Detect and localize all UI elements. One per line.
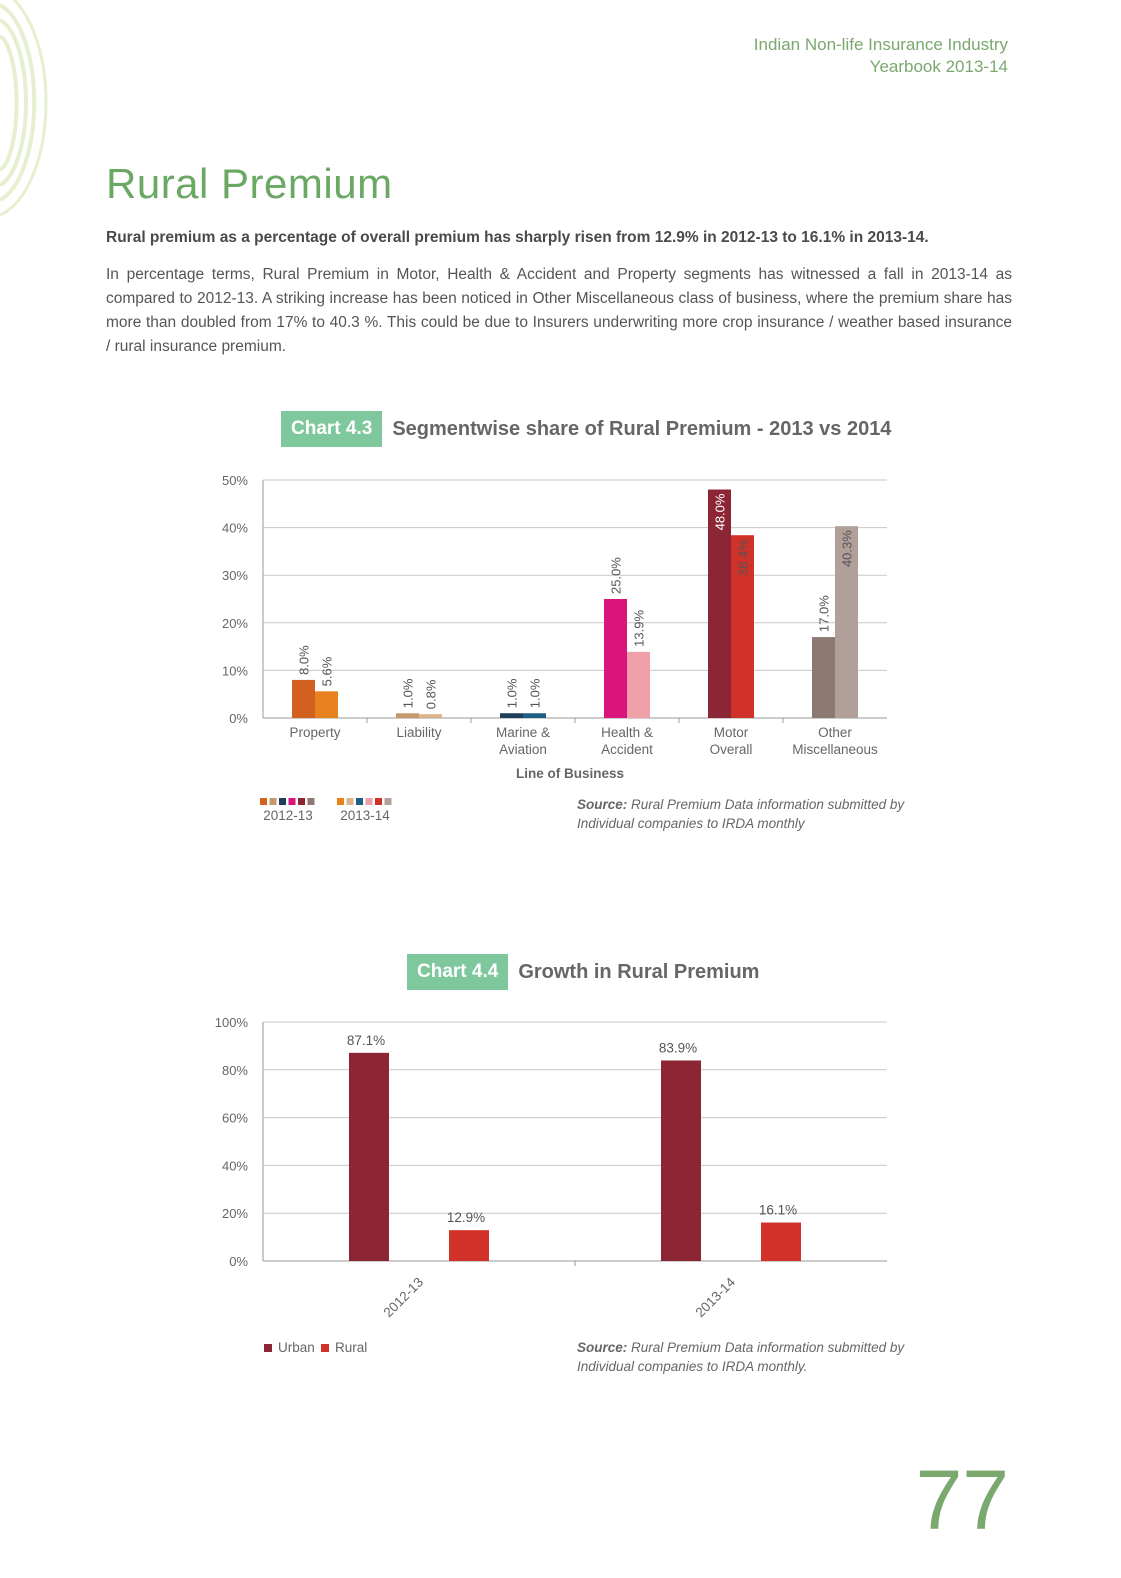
chart43-x-axis-title: Line of Business xyxy=(515,766,625,781)
chart43-data-label: 13.9% xyxy=(631,609,647,647)
chart43-category-label: Aviation xyxy=(499,742,547,757)
chart43-bar-2013-14 xyxy=(627,652,650,718)
chart43-data-label: 25.0% xyxy=(608,557,624,594)
chart43-bar-2012-13 xyxy=(812,637,835,718)
chart43-data-label: 17.0% xyxy=(816,595,832,633)
chart43-title: Segmentwise share of Rural Premium - 2013 vs 2014 xyxy=(392,417,892,440)
chart43-data-label: 5.6% xyxy=(319,656,335,687)
chart43-y-tick-label: 20% xyxy=(221,615,248,631)
chart44-y-tick-label: 0% xyxy=(229,1254,248,1269)
lead-paragraph: Rural premium as a percentage of overall premium has sharply risen from 12.9% in 2012-13 to 16.1% in 2013-14. xyxy=(106,229,929,246)
chart43-category-label: Property xyxy=(289,725,341,740)
body-paragraph: In percentage terms, Rural Premium in Motor, Health & Accident and Property segments has witnessed a fall in 2013-14 as compared to 2012-13. A striking increase has been noticed in Other Miscellaneous class of business, where the premium share has more than doubled from 17% to 40.3 %. This could be due to Insurers underwriting more crop insurance / weather based insurance / rural insurance premium. xyxy=(106,266,1012,355)
chart43-bar-2013-14 xyxy=(315,691,338,718)
chart43-y-tick-label: 50% xyxy=(221,473,248,488)
chart43-category-label: Liability xyxy=(396,725,442,740)
chart44-category-label: 2013-14 xyxy=(692,1274,739,1321)
chart43-legend-swatch xyxy=(347,798,354,805)
chart43-data-label: 40.3% xyxy=(839,530,855,568)
chart43-category-label: Motor xyxy=(713,725,749,740)
chart44-title: Growth in Rural Premium xyxy=(518,960,760,983)
chart43-data-label: 0.8% xyxy=(423,679,439,710)
chart44-y-tick-label: 40% xyxy=(221,1158,248,1174)
chart43-data-label: 1.0% xyxy=(504,678,520,709)
chart43-category-label: Other xyxy=(818,725,852,740)
header-line-1: Indian Non-life Insurance Industry xyxy=(753,35,1008,54)
chart43-svg xyxy=(0,460,1121,860)
chart44-y-tick-label: 80% xyxy=(221,1062,248,1078)
chart44-bar-urban xyxy=(349,1053,389,1261)
chart43-category-label: Health & xyxy=(601,725,653,740)
chart44-legend-swatch xyxy=(264,1344,272,1352)
chart43-y-tick-label: 30% xyxy=(221,568,248,584)
chart44-category-label: 2012-13 xyxy=(380,1274,427,1321)
chart43-bar-2013-14 xyxy=(419,714,442,718)
chart43-tag: Chart 4.3 xyxy=(281,411,382,447)
chart44-tag: Chart 4.4 xyxy=(407,954,508,990)
chart44-svg xyxy=(0,1000,1121,1400)
chart44-source-line-1: Source: Rural Premium Data information submitted by xyxy=(577,1340,905,1355)
decorative-arcs xyxy=(0,0,70,230)
chart43-category-label: Overall xyxy=(709,742,753,757)
page-number: 77 xyxy=(915,1453,1009,1547)
chart43-legend-swatch xyxy=(260,798,267,805)
chart43-legend-swatch xyxy=(308,798,315,805)
chart43-y-tick-label: 0% xyxy=(229,711,248,726)
publication-header xyxy=(754,34,1008,78)
chart43-legend-swatch xyxy=(356,798,363,805)
chart43-legend-label: 2013-14 xyxy=(340,808,390,823)
chart43-legend-swatch xyxy=(289,798,296,805)
header-line-2: Yearbook 2013-14 xyxy=(869,57,1008,76)
chart44-y-tick-label: 60% xyxy=(221,1110,248,1126)
chart43-legend-swatch xyxy=(270,798,277,805)
chart44-source-line-2: Individual companies to IRDA monthly. xyxy=(577,1359,808,1374)
chart43-bar-2012-13 xyxy=(500,713,523,718)
chart43-bar-2012-13 xyxy=(292,680,315,718)
chart43-legend-swatch xyxy=(385,798,392,805)
chart44-legend-label: Rural xyxy=(335,1340,368,1355)
chart44-legend-swatch xyxy=(321,1344,329,1352)
chart44-bar-rural xyxy=(761,1223,801,1261)
chart44-data-label: 87.1% xyxy=(346,1032,386,1048)
chart43-y-tick-label: 40% xyxy=(221,520,248,536)
chart43-source-line-1: Source: Rural Premium Data information submitted by xyxy=(577,797,905,812)
chart43-legend-swatch xyxy=(279,798,286,805)
chart43-bar-2013-14 xyxy=(523,713,546,718)
chart43-y-tick-label: 10% xyxy=(221,663,248,679)
chart43-data-label: 1.0% xyxy=(400,678,416,709)
chart43-legend-swatch xyxy=(375,798,382,805)
chart43-category-label: Accident xyxy=(601,742,653,757)
chart43-data-label: 8.0% xyxy=(296,645,312,675)
chart44-y-tick-label: 20% xyxy=(221,1206,248,1222)
chart43-legend-swatch xyxy=(337,798,344,805)
chart44-bar-urban xyxy=(661,1060,701,1261)
page-title: Rural Premium xyxy=(106,160,393,207)
chart43-category-label: Marine & xyxy=(495,725,551,740)
chart44-data-label: 83.9% xyxy=(658,1040,698,1056)
chart43-data-label: 1.0% xyxy=(527,678,543,709)
chart43-legend-swatch xyxy=(366,798,373,805)
chart43-legend-swatch xyxy=(298,798,305,805)
chart43-legend-label: 2012-13 xyxy=(263,808,313,823)
chart43-bar-2012-13 xyxy=(396,713,419,718)
chart44-data-label: 16.1% xyxy=(758,1202,798,1218)
chart44-title-row xyxy=(407,954,759,990)
chart43-data-label: 48.0% xyxy=(712,493,728,531)
chart43-bar-2012-13 xyxy=(604,599,627,718)
chart44-bar-rural xyxy=(449,1230,489,1261)
chart43-title-row xyxy=(281,411,891,447)
chart43-category-label: Miscellaneous xyxy=(792,742,878,757)
chart44-y-tick-label: 100% xyxy=(214,1015,248,1030)
chart44-data-label: 12.9% xyxy=(446,1210,486,1226)
chart43-data-label: 38.4% xyxy=(735,539,751,577)
chart44-legend-label: Urban xyxy=(278,1340,315,1355)
chart43-source-line-2: Individual companies to IRDA monthly xyxy=(577,816,805,831)
